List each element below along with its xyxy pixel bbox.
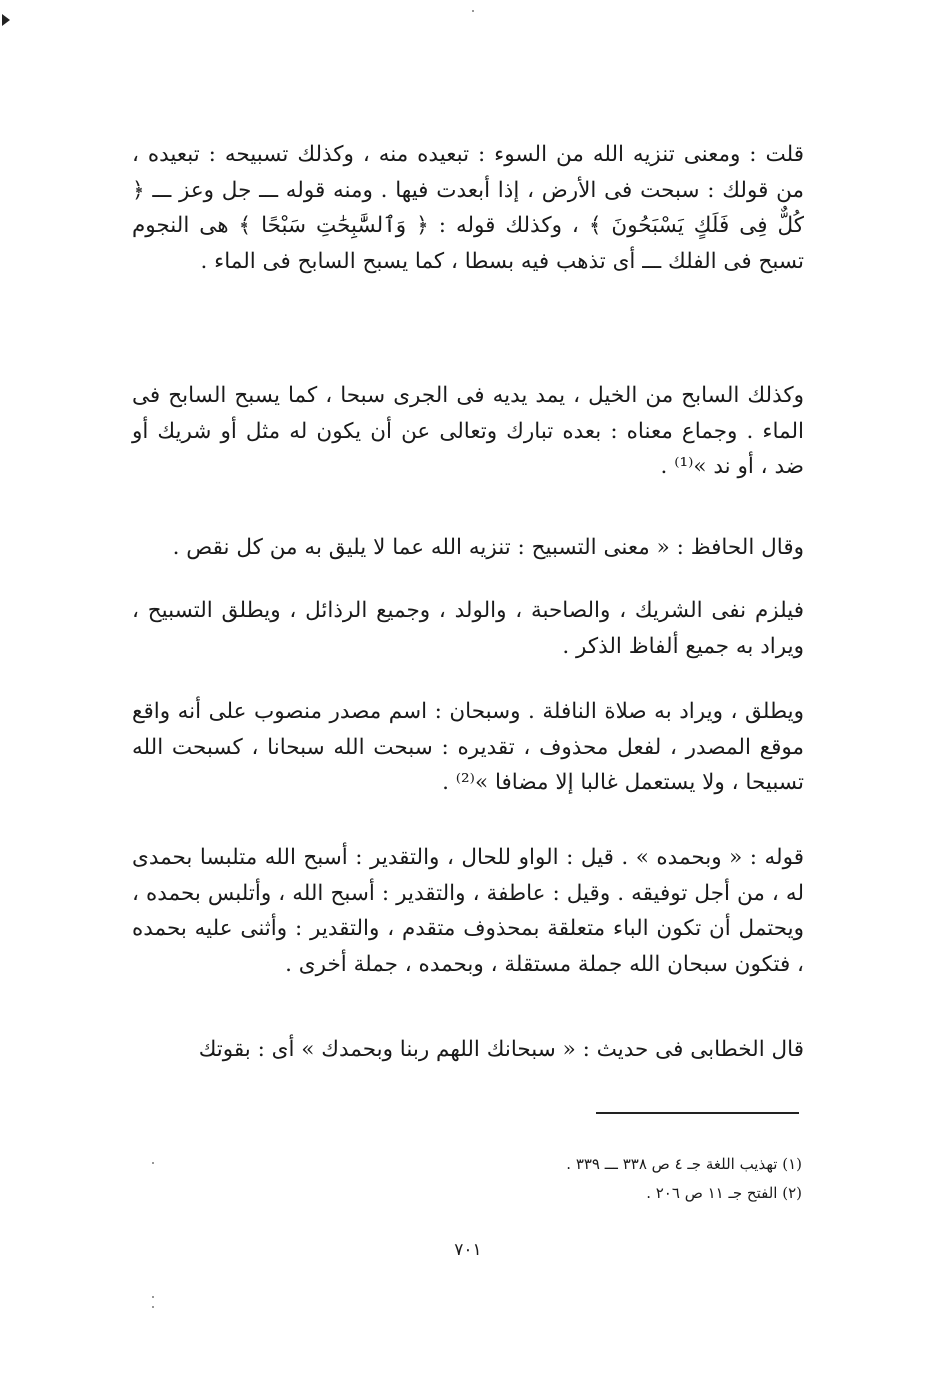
footnote-separator — [596, 1112, 799, 1114]
footnote-1: (١) تهذيب اللغة جـ ٤ ص ٣٣٨ ـــ ٣٣٩ . — [566, 1155, 802, 1173]
paragraph-6 — [132, 840, 804, 982]
footnote-2: (٢) الفتح جـ ١١ ص ٢٠٦ . — [646, 1184, 802, 1202]
paragraph-3 — [132, 530, 804, 566]
page-number: ٧٠١ — [454, 1240, 482, 1260]
paragraph-4 — [132, 593, 804, 664]
paragraph-text: وكذلك السابح من الخيل ، يمد يديه فى الجرى سبحا ، كما يسبح السابح فى الماء . وجماع معناه : بعده تبارك وتعالى عن أن يكون له مثل أو شريك أو ضد ، أو ند »⁽¹⁾ . — [132, 383, 804, 479]
paragraph-5 — [132, 694, 804, 801]
paragraph-text: ويطلق ، ويراد به صلاة النافلة . وسبحان : اسم مصدر منصوب على أنه واقع موقع المصدر ، لفعل محذوف ، تقديره : سبحت الله سبحانا ، كسبحت الله تسبيحا ، ولا يستعمل غالبا إلا مضافا »⁽²⁾ . — [132, 699, 804, 795]
paragraph-text: قلت : ومعنى تنزيه الله من السوء : تبعيده منه ، وكذلك تسبيحه : تبعيده ، من قولك : سبحت فى الأرض ، إذا أبعدت فيها . ومنه قوله ـــ جل وعز ـــ ﴿ كُلٌّ فِى فَلَكٍ يَسْبَحُونَ ﴾ ، وكذلك قوله : ﴿ وَٱلسَّٰبِحَٰتِ سَبْحًا ﴾ هى النجوم تسبح فى الفلك ـــ أى تذهب فيه بسطا ، كما يسبح السابح فى الماء . — [132, 142, 804, 274]
scan-speck — [472, 10, 474, 12]
scan-speck — [152, 1306, 154, 1308]
paragraph-2 — [132, 378, 804, 485]
scan-speck — [152, 1162, 154, 1164]
scan-speck — [152, 1296, 154, 1298]
paragraph-text: وقال الحافظ : « معنى التسبيح : تنزيه الله عما لا يليق به من كل نقص . — [172, 535, 804, 560]
paragraph-1 — [132, 137, 804, 279]
corner-mark-icon — [2, 14, 10, 26]
paragraph-text: قال الخطابى فى حديث : « سبحانك اللهم ربنا وبحمدك » أى : بقوتك — [198, 1037, 804, 1062]
paragraph-text: قوله : « وبحمده » . قيل : الواو للحال ، والتقدير : أسبح الله متلبسا بحمدى له ، من أجل توفيقه . وقيل : عاطفة ، والتقدير : أسبح الله ، وأتلبس بحمده ، ويحتمل أن تكون الباء متعلقة بمحذوف متقدم ، والتقدير : وأثنى عليه بحمده ، فتكون سبحان الله جملة مستقلة ، وبحمده ، جملة أخرى . — [132, 845, 804, 977]
paragraph-text: فيلزم نفى الشريك ، والصاحبة ، والولد ، وجميع الرذائل ، ويطلق التسبيح ، ويراد به جميع ألفاظ الذكر . — [132, 598, 804, 659]
footnotes — [450, 1150, 802, 1208]
paragraph-7 — [132, 1032, 804, 1068]
